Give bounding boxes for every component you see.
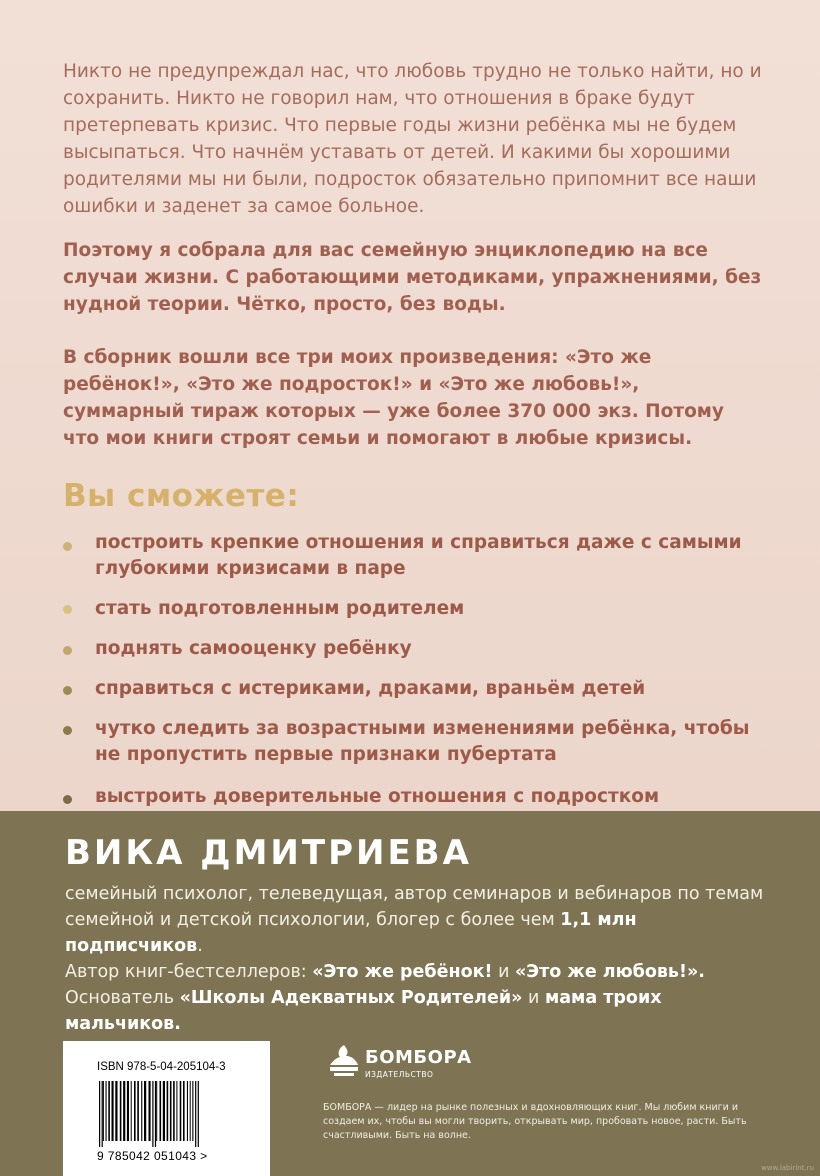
barcode-bar	[120, 1081, 122, 1141]
barcode-bar	[163, 1081, 165, 1141]
barcode-bar	[187, 1081, 188, 1141]
barcode-bar	[152, 1081, 153, 1147]
collection-paragraph: В сборник вошли все три моих произведения: «Это же ребёнок!», «Это же подросток!» и «Это же любовь!», суммарный тираж которых — уже более 370 000 экз. Потому что мои книги строят семьи и помогают в любые кризисы.	[63, 347, 724, 449]
barcode-bar	[183, 1081, 185, 1141]
barcode-bar	[115, 1081, 117, 1141]
barcode-bar	[141, 1081, 142, 1141]
author-panel	[0, 811, 820, 1176]
barcode-bar	[106, 1081, 107, 1141]
barcode-digits: 9 785042 051043 >	[97, 1149, 208, 1163]
barcode-bar	[99, 1081, 100, 1147]
author-name: ВИКА ДМИТРИЕВА	[65, 833, 472, 873]
publisher-name: БОМБОРА	[365, 1047, 472, 1068]
bullet-dot-icon	[63, 605, 72, 614]
bio-school: «Школы Адекватных Родителей»	[179, 988, 523, 1008]
barcode-bar	[176, 1081, 177, 1141]
benefit-item: чутко следить за возрастными изменениями ребёнка, чтобы не пропустить первые признаки пубертата	[95, 718, 750, 765]
benefit-item: выстроить доверительные отношения с подростком	[95, 786, 660, 807]
bio-text: и	[522, 988, 545, 1008]
barcode-bar	[144, 1081, 146, 1141]
benefit-item: поднять самооценку ребёнку	[95, 638, 412, 659]
publisher-wave-icon	[328, 1043, 360, 1079]
barcode-bar	[156, 1081, 157, 1141]
barcode-bar	[127, 1081, 129, 1141]
benefits-heading: Вы сможете:	[63, 478, 300, 514]
bullet-dot-icon	[63, 646, 72, 655]
barcode-bar	[131, 1081, 132, 1141]
encyclopedia-paragraph: Поэтому я собрала для вас семейную энциклопедию на все случаи жизни. С работающими методиками, упражнениями, без нудной теории. Чётко, просто, без воды.	[63, 240, 762, 315]
barcode-bar	[192, 1081, 193, 1141]
bio-text: .	[197, 936, 203, 956]
barcode-bar	[167, 1081, 169, 1141]
bio-text: и	[492, 962, 515, 982]
publisher-subtitle: ИЗДАТЕЛЬСТВО	[365, 1070, 434, 1079]
barcode-bar	[108, 1081, 110, 1141]
intro-paragraph: Никто не предупреждал нас, что любовь трудно не только найти, но и сохранить. Никто не говорил нам, что отношения в браке будут претерпевать кризис. Что первые годы жизни ребёнка мы не будем высыпаться. Что начнём уставать от детей. И какими бы хорошими родителями мы ни были, подросток обязательно припомнит все наши ошибки и заденет за самое больное.	[63, 61, 762, 217]
barcode-bar	[160, 1081, 162, 1141]
author-bio	[65, 881, 765, 1037]
barcode-bar	[103, 1081, 104, 1141]
benefit-item: справиться с истериками, драками, враньём детей	[95, 678, 646, 699]
bullet-dot-icon	[63, 686, 72, 695]
barcode-bar	[149, 1081, 151, 1141]
barcode-bar	[137, 1081, 139, 1141]
barcode-bar	[155, 1081, 156, 1147]
barcode-block	[63, 1041, 270, 1176]
bio-subscribers: 1,1 млн подписчиков	[65, 910, 637, 956]
bio-text: семейный психолог, телеведущая, автор семинаров и вебинаров по темам семейной и детской психологии, блогер с более чем	[65, 884, 764, 930]
barcode-bar	[134, 1081, 136, 1141]
bio-book-title: «Это же любовь!».	[515, 962, 705, 982]
bullet-dot-icon	[63, 726, 72, 735]
benefit-item: построить крепкие отношения и справиться даже с самыми глубокими кризисами в паре	[95, 532, 742, 579]
bullet-dot-icon	[63, 542, 72, 551]
watermark: www.labirint.ru	[761, 1164, 814, 1172]
barcode-bar	[180, 1081, 182, 1141]
barcode-bar	[123, 1081, 125, 1141]
isbn-label: ISBN 978-5-04-205104-3	[97, 1061, 226, 1073]
benefit-item: стать подготовленным родителем	[95, 598, 465, 619]
barcode-bar	[195, 1081, 196, 1147]
bio-text: Основатель	[65, 988, 180, 1008]
barcode-icon	[97, 1081, 237, 1147]
barcode-bar	[198, 1081, 199, 1147]
barcode-bar	[190, 1081, 191, 1141]
barcode-bar	[102, 1081, 103, 1147]
barcode-bar	[173, 1081, 175, 1141]
barcode-bar	[170, 1081, 172, 1141]
bio-text: Автор книг-бестселлеров:	[65, 962, 313, 982]
barcode-bar	[112, 1081, 114, 1141]
publisher-description: БОМБОРА — лидер на рынке полезных и вдохновляющих книг. Мы любим книги и создаем их, чтобы вы могли творить, открывать мир, пробовать новое, расти. Быть счастливыми. Быть на волне.	[323, 1102, 747, 1141]
bullet-dot-icon	[63, 795, 72, 804]
bio-book-title: «Это же ребёнок!	[312, 962, 493, 982]
bio-family: мама троих мальчиков.	[65, 988, 662, 1034]
